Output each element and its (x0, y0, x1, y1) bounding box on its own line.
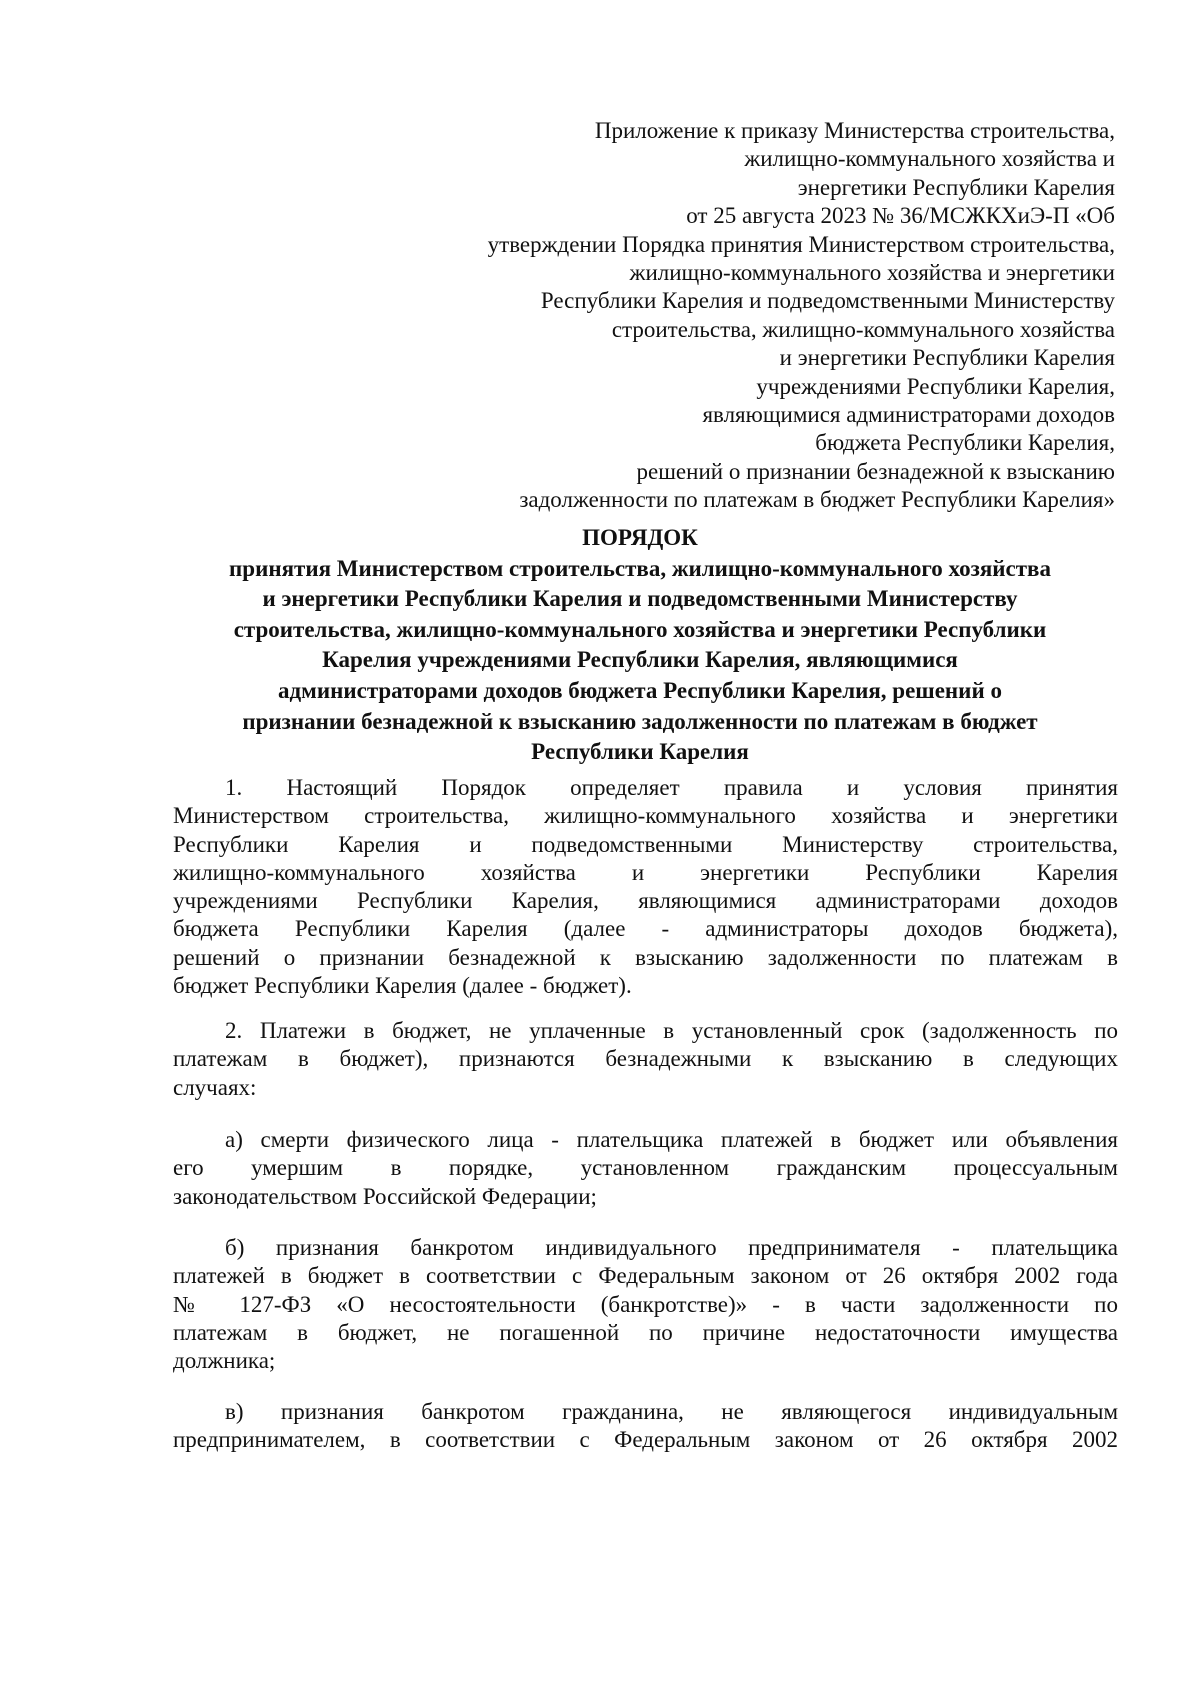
title-heading: ПОРЯДОК (582, 525, 698, 550)
paragraph-line: б) признания банкротом индивидуального предпринимателя - плательщика (225, 1235, 1118, 1260)
paragraph-line: учреждениями Республики Карелия, являющимися администраторами доходов (173, 888, 1118, 914)
header-line: учреждениями Республики Карелия, (756, 373, 1115, 399)
paragraph-1 (173, 774, 1118, 1000)
title-line: принятия Министерством строительства, жилищно-коммунального хозяйства (229, 555, 1051, 581)
paragraph-line: решений о признании безнадежной к взысканию задолженности по платежам в (173, 944, 1118, 970)
title-line: Республики Карелия (531, 739, 749, 765)
paragraph-line: 1. Настоящий Порядок определяет правила и условия принятия (225, 775, 1118, 800)
paragraph-line: Республики Карелия и подведомственными Министерству строительства, (173, 831, 1118, 857)
appendix-header (430, 117, 1115, 515)
paragraph-line: в) признания банкротом гражданина, не являющегося индивидуальным (225, 1399, 1118, 1424)
header-line: являющимися администраторами доходов (702, 402, 1115, 428)
paragraph-line: случаях: (173, 1074, 257, 1100)
title-line: администраторами доходов бюджета Республики Карелия, решений о (278, 677, 1002, 703)
header-line: строительства, жилищно-коммунального хозяйства (611, 316, 1115, 342)
paragraph-line: законодательством Российской Федерации; (173, 1183, 597, 1209)
paragraph-line: а) смерти физического лица - плательщика платежей в бюджет или объявления (225, 1127, 1118, 1152)
header-line: утверждении Порядка принятия Министерством строительства, (487, 231, 1115, 257)
paragraph-line: Министерством строительства, жилищно-коммунального хозяйства и энергетики (173, 803, 1118, 829)
paragraph-line: платежей в бюджет в соответствии с Федеральным законом от 26 октября 2002 года (173, 1263, 1118, 1289)
paragraph-line: бюджета Республики Карелия (далее - администраторы доходов бюджета), (173, 916, 1118, 942)
header-line: Приложение к приказу Министерства строительства, (594, 118, 1115, 143)
paragraph-line: бюджет Республики Карелия (далее - бюджет). (173, 973, 632, 999)
title-line: и энергетики Республики Карелия и подведомственными Министерству (262, 586, 1018, 612)
title-line: строительства, жилищно-коммунального хозяйства и энергетики Республики (233, 616, 1047, 642)
header-line: жилищно-коммунального хозяйства и (744, 146, 1115, 172)
title-line: Карелия учреждениями Республики Карелия, являющимися (322, 647, 958, 673)
header-line: и энергетики Республики Карелия (779, 345, 1115, 371)
paragraph-line: жилищно-коммунального хозяйства и энергетики Республики Карелия (173, 859, 1118, 885)
title-line: признании безнадежной к взысканию задолженности по платежам в бюджет (242, 708, 1038, 734)
paragraph-line: предпринимателем, в соответствии с Федеральным законом от 26 октября 2002 (173, 1427, 1118, 1453)
paragraph-line: платежам в бюджет, не погашенной по причине недостаточности имущества (173, 1319, 1118, 1345)
paragraph-line: должника; (173, 1348, 276, 1374)
paragraph-line: 2. Платежи в бюджет, не уплаченные в установленный срок (задолженность по (225, 1018, 1118, 1043)
header-line: решений о признании безнадежной к взысканию (636, 458, 1115, 484)
paragraph-line: № 127-ФЗ «О несостоятельности (банкротстве)» - в части задолженности по (173, 1291, 1118, 1317)
header-line: задолженности по платежам в бюджет Республики Карелия» (519, 487, 1115, 513)
header-line: Республики Карелия и подведомственными Министерству (540, 288, 1115, 314)
header-line: жилищно-коммунального хозяйства и энергетики (629, 260, 1115, 286)
header-line: от 25 августа 2023 № 36/МСЖКХиЭ-П «Об (686, 203, 1115, 229)
subparagraph-v (173, 1398, 1118, 1455)
header-line: энергетики Республики Карелия (797, 174, 1115, 200)
header-line: бюджета Республики Карелия, (815, 430, 1115, 456)
subparagraph-b (173, 1234, 1118, 1375)
document-title (160, 523, 1120, 768)
paragraph-line: платежам в бюджет), признаются безнадежными к взысканию в следующих (173, 1046, 1118, 1072)
paragraph-line: его умершим в порядке, установленном гражданским процессуальным (173, 1155, 1118, 1181)
subparagraph-a (173, 1126, 1118, 1211)
paragraph-2 (173, 1017, 1118, 1102)
